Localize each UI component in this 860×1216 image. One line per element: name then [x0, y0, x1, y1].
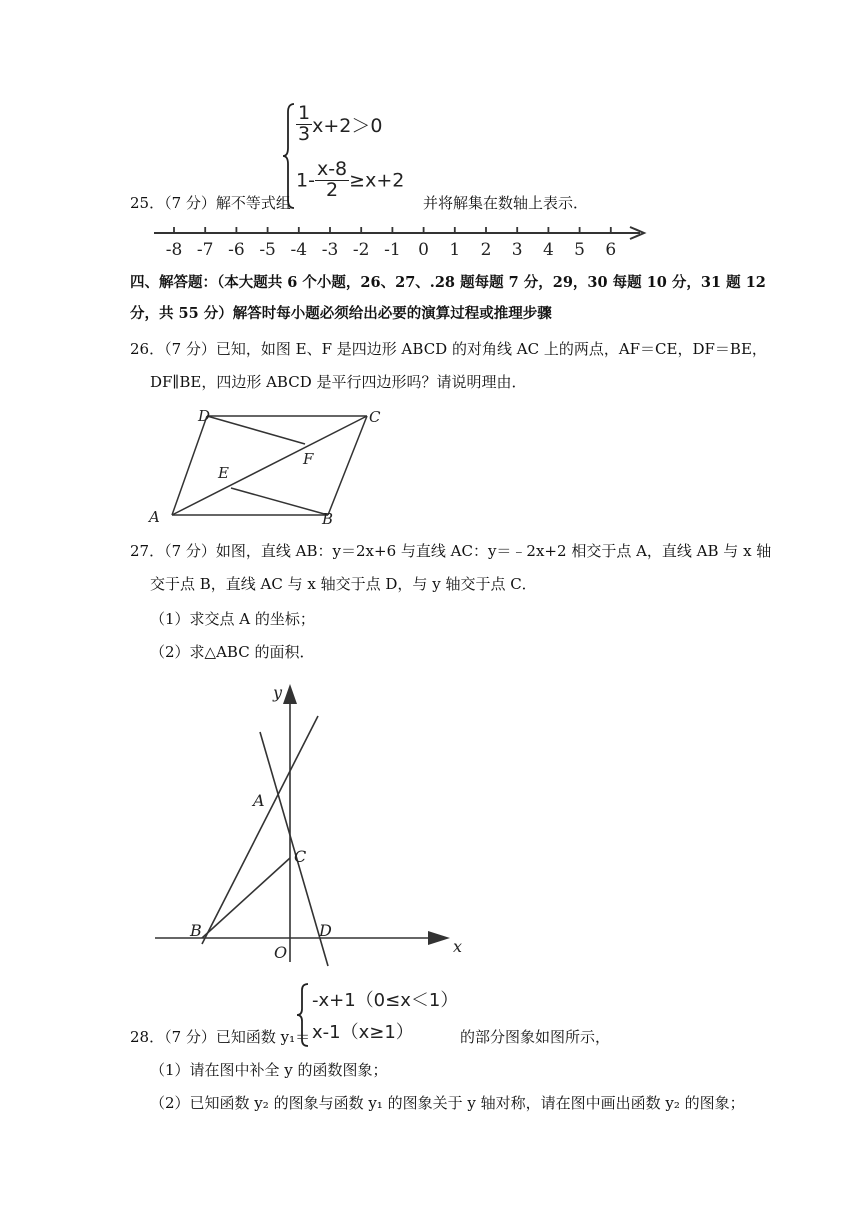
q27-part2: （2）求△ABC 的面积．	[150, 643, 315, 661]
q26-text-line2: DF∥BE，四边形 ABCD 是平行四边形吗？请说明理由．	[150, 373, 527, 391]
label-B: B	[322, 510, 334, 527]
label-A: A	[149, 508, 160, 526]
left-brace-icon	[296, 982, 310, 1048]
number-line-tick-label: 0	[418, 240, 430, 260]
number-line-tick-label: -8	[165, 240, 183, 260]
number-line-tick-label: -3	[321, 240, 339, 260]
q26-text-line1: 26．（7 分）已知，如图 E、F 是四边形 ABCD 的对角线 AC 上的两点，AF＝CE，DF＝BE，	[130, 340, 767, 358]
q28-suffix: 的部分图象如图所示，	[460, 1028, 611, 1046]
number-line-tick-label: 2	[480, 240, 492, 260]
number-line-tick-label: -5	[259, 240, 276, 260]
q27-part1: （1）求交点 A 的坐标；	[150, 610, 315, 628]
segment-BC	[202, 858, 290, 938]
piecewise-case-2: x-1（x≥1）	[312, 1022, 414, 1043]
label-E: E	[218, 464, 229, 482]
inequality-system	[282, 102, 422, 212]
number-line-tick-label: 4	[542, 240, 554, 260]
label-D: D	[319, 921, 332, 940]
number-line-tick-label: 6	[605, 240, 617, 260]
label-F: F	[303, 450, 314, 468]
x-axis-arrow-icon	[428, 931, 450, 945]
fraction-1-3: $\frac{1}{3}$	[298, 102, 311, 145]
number-line-tick-label: 3	[511, 240, 523, 260]
q25-prefix: 25．（7 分）解不等式组	[130, 194, 291, 212]
q27-coordinate-figure	[150, 680, 480, 970]
number-line-tick-label: 5	[574, 240, 586, 260]
number-line	[150, 222, 650, 262]
label-C: C	[369, 408, 381, 426]
section-4-heading-line2: 分，共 55 分）解答时每小题必须给出必要的演算过程或推理步骤	[130, 305, 552, 322]
label-C: C	[294, 847, 307, 866]
number-line-tick-label: -1	[384, 240, 401, 260]
q28-prefix: 28．（7 分）已知函数 y₁＝	[130, 1028, 311, 1046]
piecewise-case-1: -x+1（0≤x＜1）	[312, 990, 459, 1011]
label-x: x	[453, 937, 463, 956]
inequality-2: 1- $\frac{x-8}{2}$ ≥x+2	[296, 158, 405, 201]
q28-part2: （2）已知函数 y₂ 的图象与函数 y₁ 的图象关于 y 轴对称，请在图中画出函数 y₂ 的图象；	[150, 1094, 745, 1112]
number-line-tick-label: -6	[228, 240, 245, 260]
number-line-tick-label: -2	[352, 240, 370, 260]
q27-text-line2: 交于点 B，直线 AC 与 x 轴交于点 D，与 y 轴交于点 C．	[150, 575, 537, 593]
section-4-heading-line1: 四、解答题：（本大题共 6 个小题，26、27、.28 题每题 7 分，29，30 每题 10 分，31 题 12	[130, 274, 766, 291]
label-A: A	[253, 791, 265, 810]
fraction-x-8-over-2: $\frac{x-8}{2}$	[316, 158, 348, 201]
q25-suffix: 并将解集在数轴上表示．	[423, 194, 589, 212]
inequality-1: $\frac{1}{3}$ x+2＞0	[298, 102, 383, 145]
y-axis-arrow-icon	[283, 684, 297, 704]
label-y: y	[273, 683, 283, 702]
q26-parallelogram-figure	[145, 402, 395, 527]
label-B: B	[190, 921, 202, 940]
q27-text-line1: 27．（7 分）如图，直线 AB：y＝2x+6 与直线 AC：y＝﹣2x+2 相交于点 A，直线 AB 与 x 轴	[130, 542, 772, 560]
line-AB	[202, 716, 318, 944]
label-D: D	[198, 407, 211, 425]
number-line-tick-label: 1	[449, 240, 461, 260]
number-line-tick-label: -4	[290, 240, 308, 260]
q28-part1: （1）请在图中补全 y 的函数图象；	[150, 1061, 388, 1079]
side-CB	[328, 416, 367, 515]
label-O: O	[274, 943, 288, 962]
segment-EB	[231, 488, 328, 515]
q28-piecewise	[296, 980, 466, 1050]
segment-DF	[207, 416, 305, 444]
number-line-tick-label: -7	[196, 240, 214, 260]
